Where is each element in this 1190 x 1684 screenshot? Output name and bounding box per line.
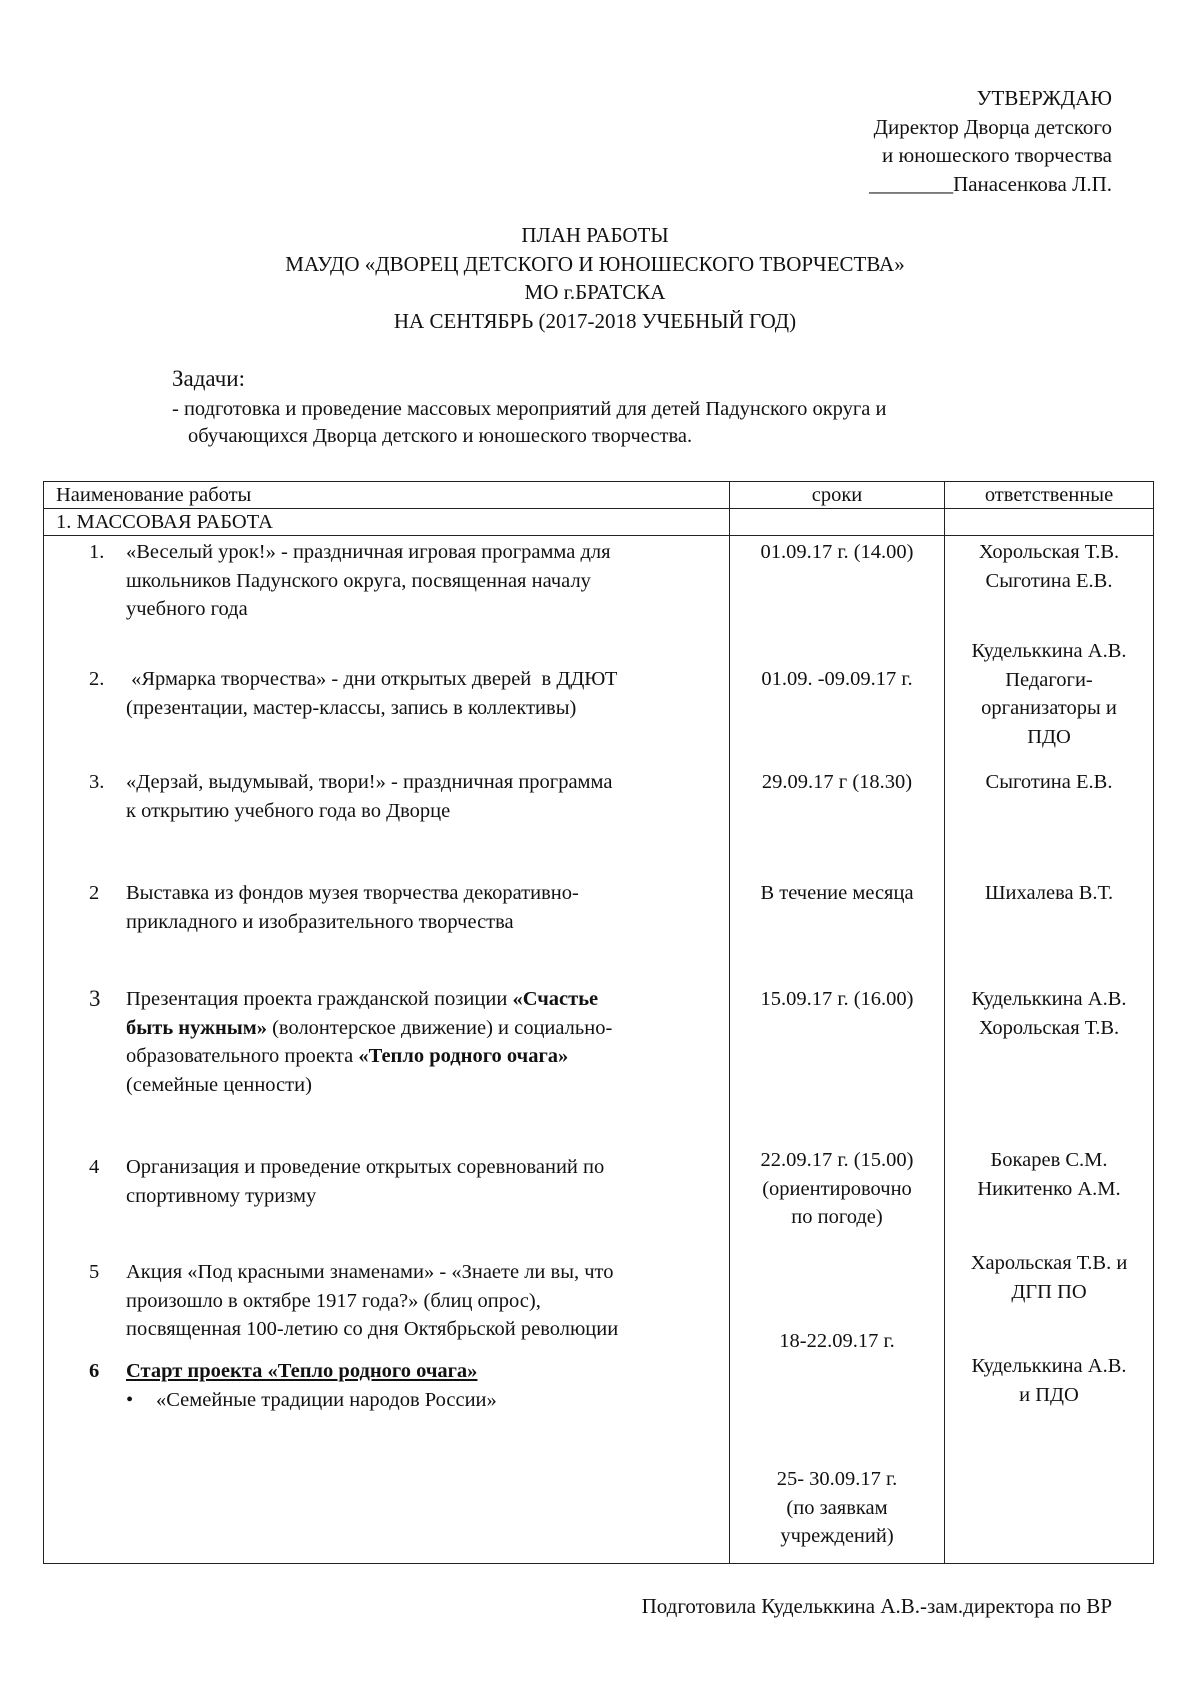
row-responsible bbox=[945, 768, 1153, 797]
header-name: Наименование работы bbox=[56, 484, 252, 506]
description-text: Презентация проекта гражданской позиции bbox=[126, 988, 513, 1010]
row-description bbox=[126, 1357, 497, 1414]
prepared-by: Подготовила Кудельккина А.В.-зам.директора по ВР bbox=[641, 1594, 1112, 1618]
row-description bbox=[126, 1153, 604, 1210]
row-responsible bbox=[945, 1352, 1153, 1409]
description-line: «Веселый урок!» - праздничная игровая программа для bbox=[126, 541, 611, 563]
dates-line: 01.09.17 г. (14.00) bbox=[760, 541, 914, 563]
row-description bbox=[126, 538, 611, 624]
description-line: произошло в октябре 1917 года?» (блиц опрос), bbox=[126, 1289, 541, 1312]
approval-line: УТВЕРЖДАЮ bbox=[976, 86, 1112, 110]
row-number: 4 bbox=[89, 1156, 100, 1178]
row-description bbox=[126, 985, 612, 1099]
dates-line: учреждений) bbox=[780, 1525, 894, 1548]
row-description bbox=[126, 768, 612, 825]
section-title: 1. МАССОВАЯ РАБОТА bbox=[56, 511, 273, 533]
row-number: 1. bbox=[89, 541, 105, 563]
row-dates bbox=[730, 1327, 944, 1356]
description-text: «Семейные традиции народов России» bbox=[156, 1388, 497, 1411]
description-line: «Ярмарка творчества» - дни открытых дверей в ДДЮТ bbox=[126, 668, 618, 690]
description-line: к открытию учебного года во Дворце bbox=[126, 799, 451, 822]
description-line: учебного года bbox=[126, 598, 248, 621]
document-title bbox=[0, 221, 1190, 336]
description-line bbox=[126, 1042, 612, 1071]
responsible-line: Хорольская Т.В. bbox=[978, 541, 1120, 563]
row-dates bbox=[730, 538, 944, 567]
description-line: «Дерзай, выдумывай, твори!» - праздничная программа bbox=[126, 771, 613, 793]
header-responsible: ответственные bbox=[984, 484, 1114, 506]
approval-block bbox=[869, 84, 1112, 198]
dates-line: (ориентировочно bbox=[762, 1177, 912, 1200]
row-description bbox=[126, 879, 579, 936]
description-line: (презентации, мастер-классы, запись в коллективы) bbox=[126, 696, 577, 719]
dates-line: 01.09. -09.09.17 г. bbox=[761, 668, 913, 690]
title-line: МО г.БРАТСКА bbox=[524, 280, 666, 305]
dates-line: 15.09.17 г. (16.00) bbox=[760, 988, 914, 1010]
description-line bbox=[126, 1014, 612, 1043]
column-divider bbox=[729, 482, 730, 1563]
row-description bbox=[126, 665, 617, 722]
responsible-line: Кудельккина А.В. bbox=[971, 640, 1127, 662]
tasks-line: обучающихся Дворца детского и юношеского творчества. bbox=[188, 425, 693, 447]
title-line: НА СЕНТЯБРЬ (2017-2018 УЧЕБНЫЙ ГОД) bbox=[393, 309, 797, 334]
description-line: Акция «Под красными знаменами» - «Знаете ли вы, что bbox=[126, 1261, 614, 1283]
dates-line: по погоде) bbox=[791, 1206, 883, 1229]
responsible-line: Кудельккина А.В. bbox=[971, 1355, 1127, 1377]
row-dates bbox=[730, 985, 944, 1014]
approval-line: Директор Дворца детского bbox=[873, 114, 1112, 139]
dates-line: 25- 30.09.17 г. bbox=[776, 1468, 898, 1490]
row-dates bbox=[730, 1146, 944, 1232]
row-dates bbox=[730, 1465, 944, 1551]
tasks-heading: Задачи: bbox=[172, 366, 245, 391]
approval-line: и юношеского творчества bbox=[881, 143, 1112, 167]
responsible-line: Никитенко А.М. bbox=[977, 1177, 1121, 1200]
description-text: образовательного проекта bbox=[126, 1045, 359, 1068]
row-responsible bbox=[945, 538, 1153, 595]
responsible-line: Кудельккина А.В. bbox=[971, 988, 1127, 1010]
project-start-title: Старт проекта «Тепло родного очага» bbox=[126, 1360, 478, 1382]
project-name: «Счастье bbox=[512, 988, 599, 1010]
row-responsible bbox=[945, 985, 1153, 1042]
row-number: 3 bbox=[89, 986, 101, 1011]
description-line bbox=[126, 1386, 497, 1415]
description-line: (семейные ценности) bbox=[126, 1073, 312, 1096]
project-name: «Тепло родного очага» bbox=[358, 1045, 569, 1068]
responsible-line: ПДО bbox=[1027, 725, 1071, 748]
tasks-item bbox=[172, 396, 887, 450]
dates-line: 18-22.09.17 г. bbox=[779, 1330, 895, 1352]
responsible-line: Харольская Т.В. и bbox=[970, 1252, 1128, 1274]
header-dates: сроки bbox=[811, 484, 863, 506]
description-line: Организация и проведение открытых соревнований по bbox=[126, 1156, 605, 1178]
description-line bbox=[126, 985, 612, 1014]
row-responsible bbox=[945, 1146, 1153, 1203]
description-text: (волонтерское движение) и социально- bbox=[266, 1016, 613, 1039]
row-responsible bbox=[945, 879, 1153, 908]
responsible-line: Педагоги- bbox=[1005, 668, 1093, 691]
responsible-line: Шихалева В.Т. bbox=[984, 882, 1114, 904]
row-responsible bbox=[945, 637, 1153, 751]
dates-line: В течение месяца bbox=[760, 882, 914, 904]
dates-line: (по заявкам bbox=[786, 1496, 888, 1519]
row-number: 2. bbox=[89, 668, 105, 690]
responsible-line: ДГП ПО bbox=[1011, 1280, 1087, 1303]
row-dates bbox=[730, 879, 944, 908]
row-number: 2 bbox=[89, 882, 100, 904]
title-line: ПЛАН РАБОТЫ bbox=[521, 223, 669, 247]
project-name: быть нужным» bbox=[126, 1016, 267, 1039]
row-dates bbox=[730, 665, 944, 694]
plan-table bbox=[43, 481, 1154, 1564]
responsible-line: Бокарев С.М. bbox=[990, 1149, 1108, 1171]
description-line: прикладного и изобразительного творчества bbox=[126, 910, 514, 933]
row-number: 5 bbox=[89, 1261, 100, 1283]
row-number: 3. bbox=[89, 771, 105, 793]
title-line: МАУДО «ДВОРЕЦ ДЕТСКОГО И ЮНОШЕСКОГО ТВОРЧЕСТВА» bbox=[285, 251, 905, 276]
responsible-line: Сыготина Е.В. bbox=[985, 771, 1113, 793]
responsible-line: организаторы и bbox=[981, 697, 1117, 720]
row-number: 6 bbox=[89, 1360, 100, 1382]
approval-signature-line: ________Панасенкова Л.П. bbox=[869, 171, 1112, 196]
tasks-line: - подготовка и проведение массовых мероприятий для детей Падунского округа и bbox=[172, 398, 887, 420]
description-line: посвященная 100-летию со дня Октябрьской революции bbox=[126, 1318, 619, 1341]
row-responsible bbox=[945, 1249, 1153, 1306]
dates-line: 22.09.17 г. (15.00) bbox=[760, 1149, 914, 1171]
responsible-line: Сыготина Е.В. bbox=[985, 569, 1113, 592]
row-description bbox=[126, 1258, 618, 1344]
dates-line: 29.09.17 г (18.30) bbox=[761, 771, 913, 793]
description-line: Выставка из фондов музея творчества декоративно- bbox=[126, 882, 579, 904]
responsible-line: Хорольская Т.В. bbox=[978, 1016, 1120, 1039]
description-line: школьников Падунского округа, посвященная началу bbox=[126, 569, 591, 592]
bullet-icon: • bbox=[126, 1388, 134, 1411]
description-line: спортивному туризму bbox=[126, 1184, 317, 1207]
responsible-line: и ПДО bbox=[1019, 1383, 1079, 1406]
row-divider bbox=[44, 535, 1153, 536]
row-dates bbox=[730, 768, 944, 797]
